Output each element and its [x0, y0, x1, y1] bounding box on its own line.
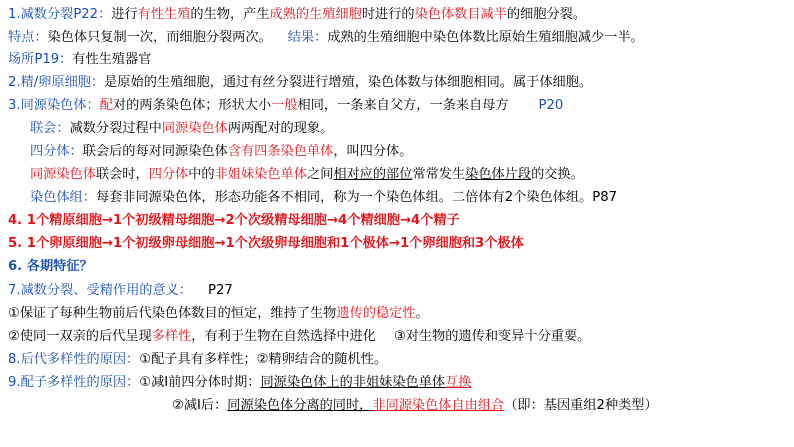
line-gamete-diversity-1: 9.配子多样性的原因：①减Ⅰ前四分体时期：同源染色体上的非姐妹染色单体互换	[8, 375, 472, 390]
line-synapsis: 联会：减数分裂过程中同源染色体两两配对的现象。	[30, 121, 334, 136]
label: 1.减数分裂P22：	[8, 7, 112, 22]
line-offspring-diversity: 8.后代多样性的原因：①配子具有多样性；②精卵结合的随机性。	[8, 352, 388, 367]
line-meiosis-definition: 1.减数分裂P22：进行有性生殖的生物，产生成熟的生殖细胞时进行的染色体数目减半的细胞分裂。	[8, 7, 587, 22]
line-chromosome-set: 染色体组：每套非同源染色体，形态功能各不相同，称为一个染色体组。二倍体有2个染色体组。P87	[30, 190, 617, 205]
line-crossing-over: 同源染色体联会时，四分体中的非姐妹染色单体之间相对应的部位常常发生染色体片段的交换。	[30, 167, 584, 182]
line-location: 场所P19：有性生殖器官	[8, 52, 152, 67]
line-tetrad: 四分体：联会后的每对同源染色体含有四条染色单体，叫四分体。	[30, 144, 413, 159]
line-significance-2-3: ②使同一双亲的后代呈现多样性，有利于生物在自然选择中进化 ③对生物的遗传和变异十分重要。	[8, 329, 591, 344]
line-features-result: 特点：染色体只复制一次，而细胞分裂两次。 结果：成熟的生殖细胞中染色体数比原始生殖细胞减少一半。	[8, 30, 644, 45]
line-phase-features: 6. 各期特征？	[8, 259, 93, 274]
line-sperm-formation: 4. 1个精原细胞→1个初级精母细胞→2个次级精母细胞→4个精细胞→4个精子	[8, 213, 460, 228]
line-egg-formation: 5. 1个卵原细胞→1个初级卵母细胞→1个次级卵母细胞和1个极体→1个卵细胞和3个极体	[8, 236, 524, 251]
line-significance: 7.减数分裂、受精作用的意义： P27	[8, 283, 233, 298]
line-spermatogonia: 2.精/卵原细胞：是原始的生殖细胞，通过有丝分裂进行增殖，染色体数与体细胞相同。属于体细胞。	[8, 75, 593, 90]
line-significance-1: ①保证了每种生物前后代染色体数目的恒定，维持了生物遗传的稳定性。	[8, 306, 429, 321]
line-gamete-diversity-2: ②减Ⅰ后：同源染色体分离的同时，非同源染色体自由组合（即：基因重组2种类型）	[172, 398, 658, 413]
line-homologous: 3.同源染色体：配对的两条染色体；形状大小一般相同，一条来自父方，一条来自母方 P20	[8, 98, 564, 113]
